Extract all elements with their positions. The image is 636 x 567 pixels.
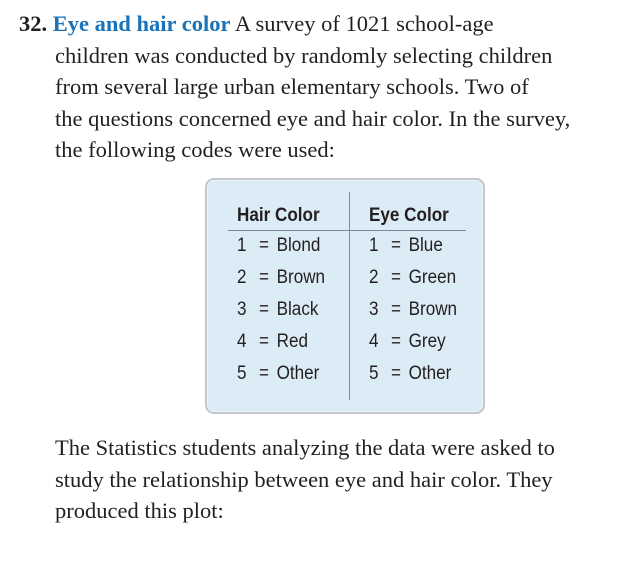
hair-row — [237, 358, 336, 390]
hair-code: 5 — [237, 363, 247, 384]
eye-code: 1 — [369, 235, 379, 256]
equals-sign: = — [258, 299, 269, 320]
hair-code: 3 — [237, 299, 247, 320]
hair-code: 2 — [237, 267, 247, 288]
hair-label: Black — [276, 299, 319, 320]
equals-sign: = — [390, 363, 401, 384]
eye-row — [369, 230, 461, 262]
hair-color-header: Hair Color — [237, 205, 320, 226]
intro-line-3: the questions concerned eye and hair color. In the survey, — [55, 105, 571, 131]
eye-code: 3 — [369, 299, 379, 320]
eye-label: Blue — [408, 235, 443, 256]
eye-label: Other — [408, 363, 452, 384]
eye-row — [369, 262, 461, 294]
problem-intro — [19, 8, 570, 166]
problem-number: 32. — [19, 11, 48, 36]
hair-row — [237, 326, 336, 358]
equals-sign: = — [258, 331, 269, 352]
eye-code: 5 — [369, 363, 379, 384]
eye-row — [369, 358, 461, 390]
equals-sign: = — [258, 363, 269, 384]
eye-color-column — [369, 202, 471, 390]
hair-row — [237, 262, 336, 294]
problem-heading: Eye and hair color — [52, 11, 231, 36]
eye-code: 2 — [369, 267, 379, 288]
outro-line-2: study the relationship between eye and hair color. They — [55, 466, 553, 492]
intro-line-1: children was conducted by randomly selecting children — [55, 42, 553, 68]
equals-sign: = — [390, 331, 401, 352]
equals-sign: = — [390, 299, 401, 320]
hair-color-column — [237, 202, 347, 390]
code-table-box — [205, 178, 485, 414]
eye-row — [369, 294, 461, 326]
intro-first-line — [19, 8, 570, 40]
hair-code: 1 — [237, 235, 247, 256]
hair-row — [237, 230, 336, 262]
eye-label: Grey — [408, 331, 446, 352]
problem-outro — [55, 432, 555, 527]
equals-sign: = — [258, 235, 269, 256]
eye-label: Green — [408, 267, 457, 288]
equals-sign: = — [390, 235, 401, 256]
intro-line-2: from several large urban elementary schools. Two of — [55, 74, 529, 99]
equals-sign: = — [258, 267, 269, 288]
eye-label: Brown — [408, 299, 458, 320]
hair-code: 4 — [237, 331, 247, 352]
hair-label: Other — [276, 363, 320, 384]
column-divider — [349, 192, 350, 400]
hair-row — [237, 294, 336, 326]
outro-line-3: produced this plot: — [55, 498, 224, 523]
intro-line-0: A survey of 1021 school-age — [234, 11, 494, 36]
eye-color-header: Eye Color — [369, 205, 449, 226]
eye-row — [369, 326, 461, 358]
intro-line-4: the following codes were used: — [55, 137, 335, 162]
equals-sign: = — [390, 267, 401, 288]
hair-label: Red — [276, 331, 308, 352]
outro-line-1: The Statistics students analyzing the data were asked to — [55, 435, 555, 460]
hair-label: Blond — [276, 235, 321, 256]
hair-label: Brown — [276, 267, 326, 288]
eye-code: 4 — [369, 331, 379, 352]
